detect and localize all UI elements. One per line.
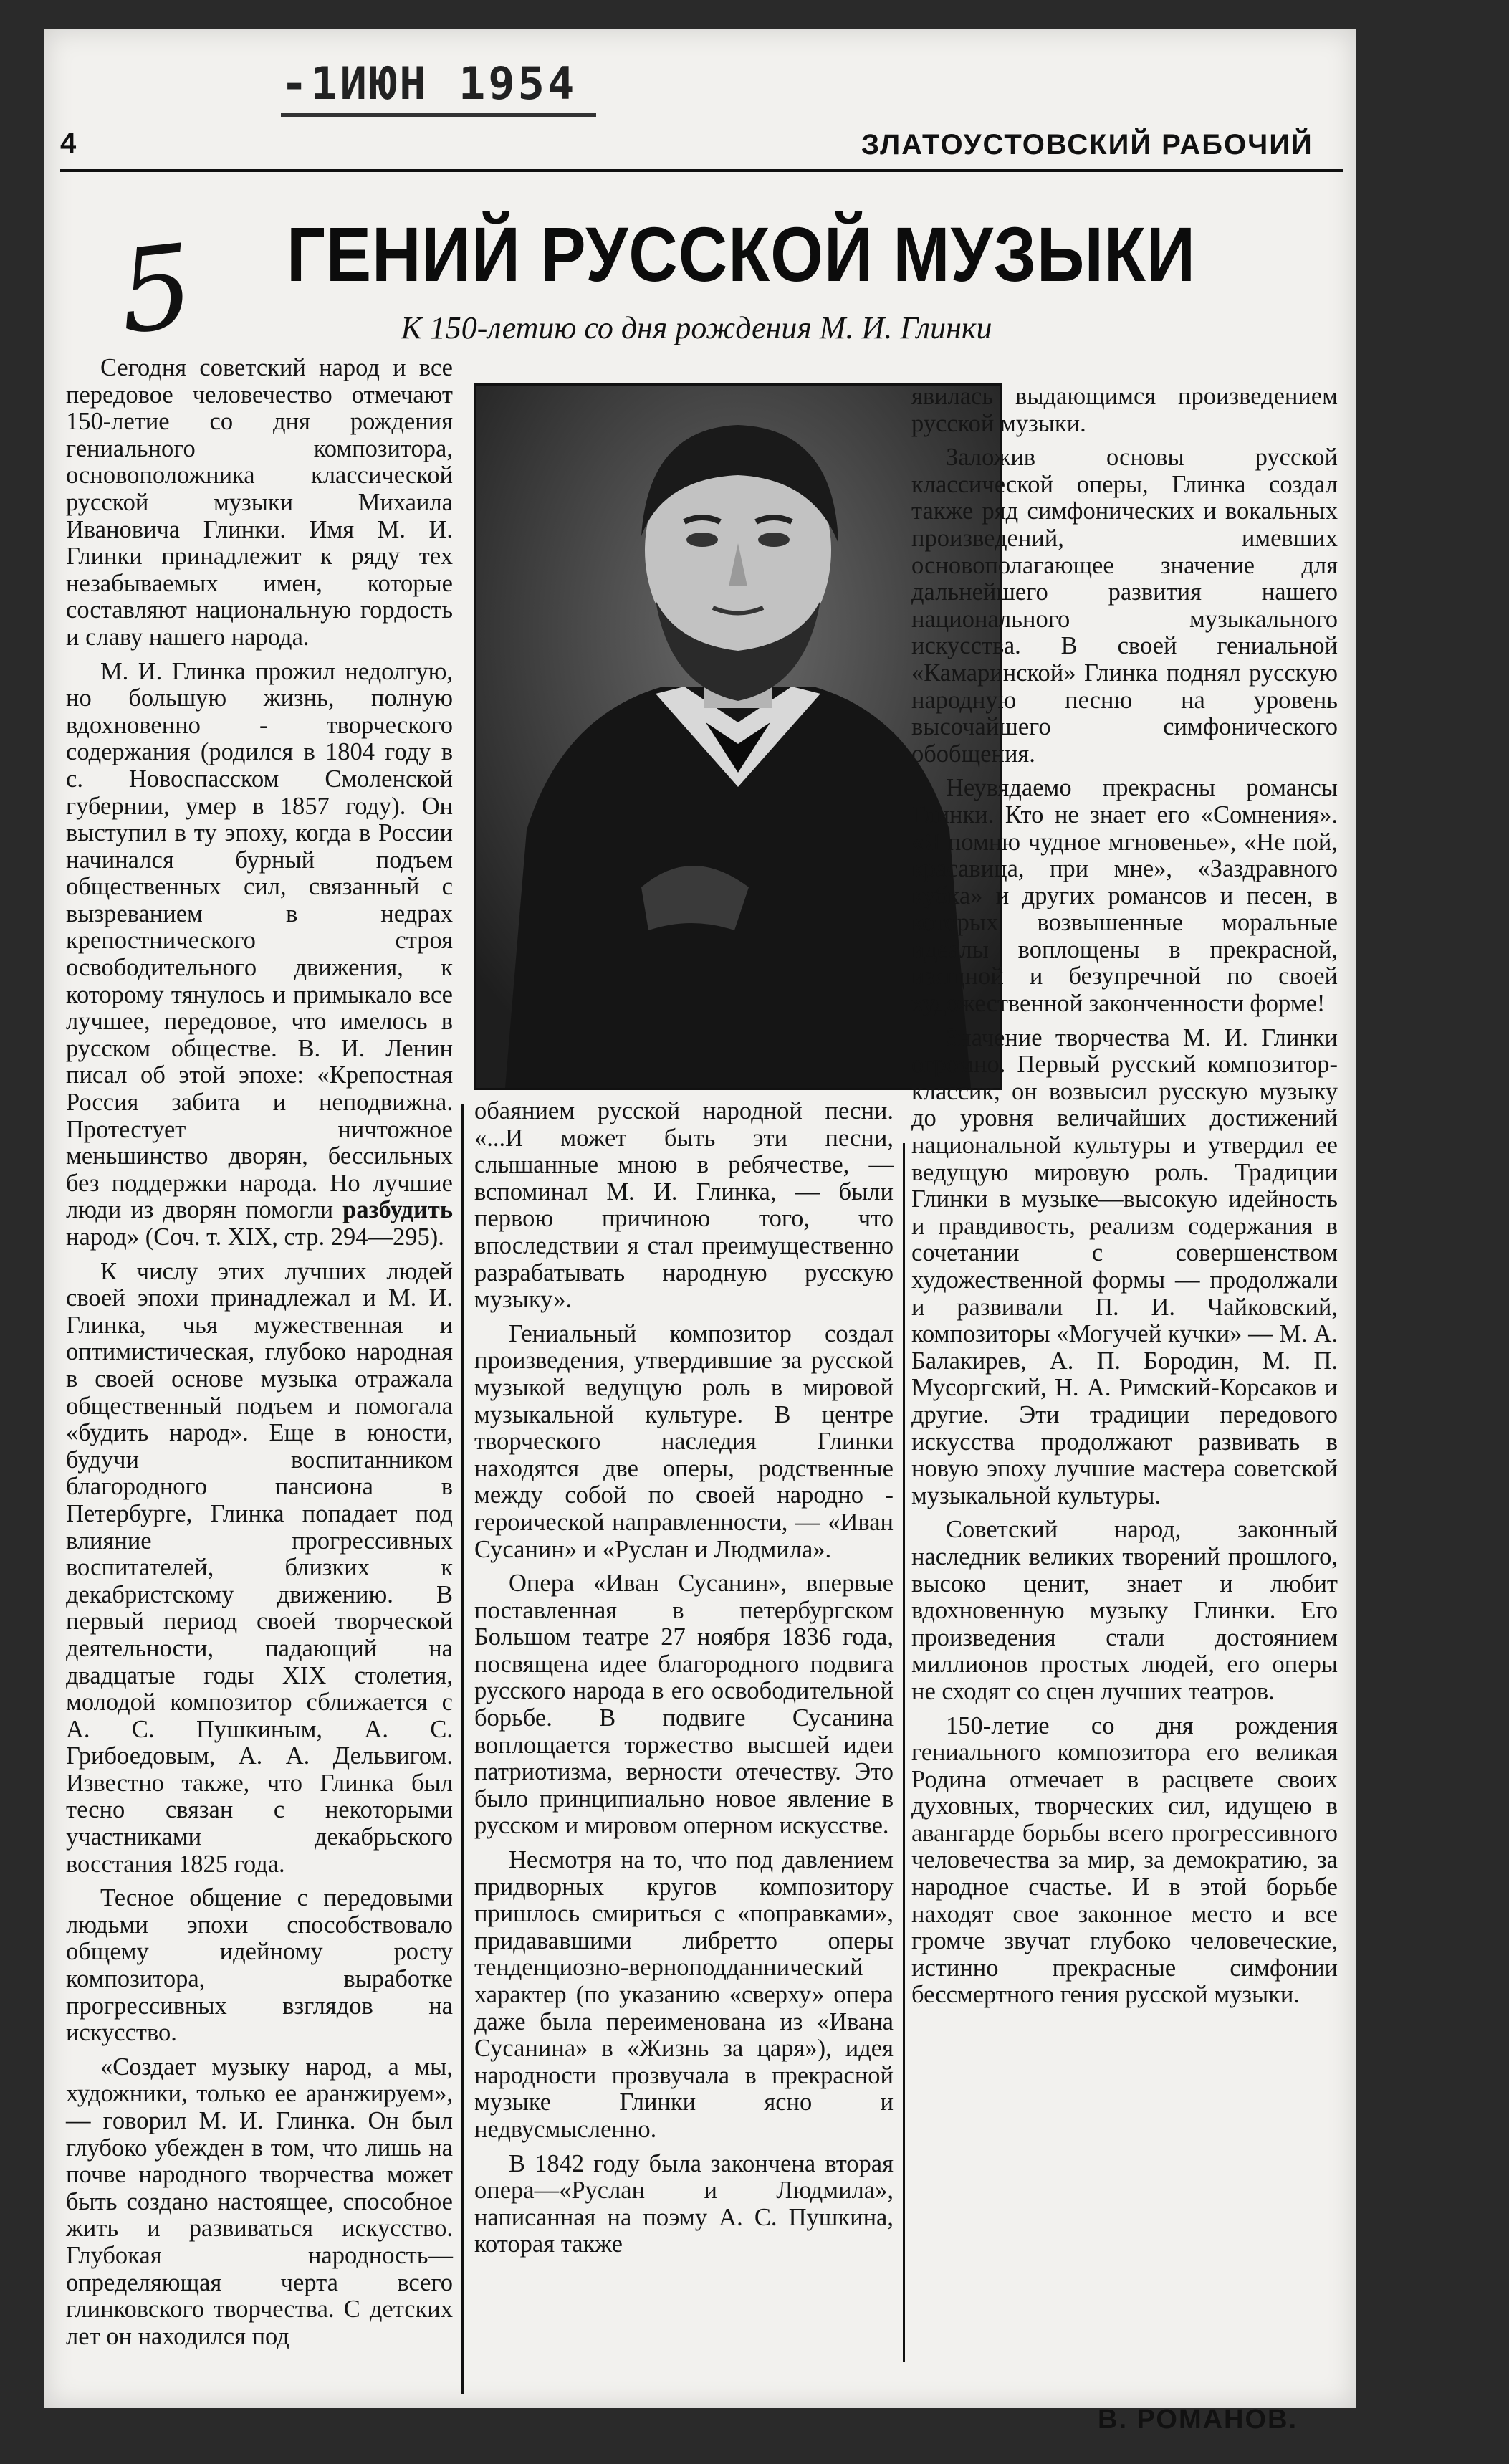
paragraph: Советский народ, законный наследник великих творений прошлого, высоко ценит, знает и любит вдохновенную музыку Глинки. Его произведения стали достоянием миллионов простых людей, его оперы не сходят со сцен лучших театров. [911, 1516, 1338, 1705]
paragraph: «Создает музыку народ, а мы, художники, только ее аранжируем», — говорил М. И. Глинка. Он был глубоко убежден в том, что лишь на почве народного творчества может быть создано настоящее, способное жить и развиваться искусство. Глубокая народность—определяющая черта всего глинковского творчества. С детских лет он находился под [66, 2053, 453, 2350]
column-divider [461, 1104, 464, 2394]
column-2 [474, 1098, 894, 2265]
stamp-underline [281, 113, 596, 117]
paragraph-text: М. И. Глинка прожил недолгую, но большую жизнь, полную вдохновенно - творческого содержания (родился в 1804 году в с. Новоспасском Смоленской губернии, умер в 1857 году). Он выступил в ту эпоху, когда в России начинался бурный подъем общественных сил, связанный с вызреванием в недрах крепостнического строя освободительного движения, к которому тянулось и примыкало все лучшее, передовое, что имелось в русском обществе. В. И. Ленин писал об этой эпохе: «Крепостная Россия забита и неподвижна. Протестует ничтожное меньшинство дворян, бессильных без поддержки народа. Но лучшие люди из дворян помогли [66, 657, 453, 1224]
paragraph: обаянием русской народной песни. «...И может быть эти песни, слышанные мною в ребячестве, — вспоминал М. И. Глинка, — были первою причиною того, что впоследствии я стал преимущественно разрабатывать народную русскую музыку». [474, 1097, 894, 1314]
emphasized-word: разбудить [342, 1196, 454, 1224]
paragraph: Тесное общение с передовыми людьми эпохи способствовало общему идейному росту композитора, выработке прогрессивных взглядов на искусство. [66, 1884, 453, 2047]
paragraph: Несмотря на то, что под давлением придворных кругов композитору пришлось смириться с «поправками», придававшими либретто оперы тенденциозно-верноподданнический характер (по указанию «сверху» опера даже была переименована из «Ивана Сусанина» в «Жизнь за царя»), идея народности прозвучала в прекрасной музыке Глинки ясно и недвусмысленно. [474, 1846, 894, 2143]
paragraph: 150-летие со дня рождения гениального композитора его великая Родина отмечает в расцвете своих духовных, творческих сил, идущею в авангарде борьбы всего прогрессивного человечества за мир, за демократию, за народное счастье. И в этой борьбе находят свое законное место и все громче звучат глубоко человеческие, истинно прекрасные симфонии бессмертного гения русской музыки. [911, 1711, 1338, 2009]
paragraph: Заложив основы русской классической оперы, Глинка создал также ряд симфонических и вокальных произведений, имевших основополагающее значение для дальнейшего развития нашего национального музыкального искусства. В своей гениальной «Камаринской» Глинка поднял русскую народную песню на уровень высочайшего симфонического обобщения. [911, 444, 1338, 768]
paragraph: явилась выдающимся произведением русской музыки. [911, 383, 1338, 437]
date-stamp: -1ИЮН 1954 [281, 57, 578, 110]
column-3 [911, 383, 1338, 2016]
page-number: 4 [60, 128, 77, 159]
paragraph [66, 659, 453, 1251]
paragraph-text: народ» (Соч. т. XIX, стр. 294—295). [66, 1223, 444, 1251]
paragraph: Значение творчества М. И. Глинки огромно. Первый русский композитор-классик, он возвысил русскую музыку до уровня величайших достижений национальной культуры и утвердил ее ведущую мировую роль. Традиции Глинки в музыке—высокую идейность и правдивость, реализм содержания в сочетании с совершенством художественной формы — продолжали и развивали П. И. Чайковский, композиторы «Могучей кучки» — М. А. Балакирев, А. П. Бородин, М. П. Мусоргский, Н. А. Римский-Корсаков и другие. Эти традиции передового искусства продолжают развивать в новую эпоху лучшие мастера советской музыкальной культуры. [911, 1023, 1338, 1509]
paragraph: В 1842 году была закончена вторая опера—«Руслан и Людмила», написанная на поэму А. С. Пушкина, которая также [474, 2149, 894, 2258]
newspaper-name: ЗЛАТОУСТОВСКИЙ РАБОЧИЙ [861, 129, 1313, 161]
masthead-rule [60, 169, 1343, 172]
handwritten-number: 5 [112, 219, 200, 360]
paragraph: Гениальный композитор создал произведения, утвердившие за русской музыкой ведущую роль в мировой музыкальной культуре. В центре творческого наследия Глинки находятся две оперы, родственные между собой по своей народно - героической направленности, — «Иван Сусанин» и «Руслан и Людмила». [474, 1319, 894, 1563]
column-1 [66, 355, 453, 2357]
paragraph: Неувядаемо прекрасны романсы Глинки. Кто не знает его «Сомнения». «Я помню чудное мгновенье», «Не пой, красавица, при мне», «Заздравного кубка» и других романсов и песен, в которых возвышенные моральные идеалы воплощены в прекрасной, изящной и безупречной по своей художественной законченности форме! [911, 774, 1338, 1018]
author-signature: В. РОМАНОВ. [1098, 2405, 1298, 2435]
paragraph: Опера «Иван Сусанин», впервые поставленная в петербургском Большом театре 27 ноября 1836 года, посвящена идее благородного подвига русского народа в его освободительной борьбе. В подвиге Сусанина воплощается торжество высшей идеи патриотизма, верности отечеству. Это было принципиально новое явление в русском и мировом оперном искусстве. [474, 1570, 894, 1840]
column-divider [903, 1143, 905, 2362]
article-title: ГЕНИЙ РУССКОЙ МУЗЫКИ [287, 211, 1196, 297]
paragraph: Сегодня советский народ и все передовое человечество отмечают 150-летие со дня рождения гениального композитора, основоположника классической русской музыки Михаила Ивановича Глинки. Имя М. И. Глинки принадлежит к ряду тех незабываемых имен, которые составляют национальную гордость и славу нашего народа. [66, 354, 453, 651]
paragraph: К числу этих лучших людей своей эпохи принадлежал и М. И. Глинка, чья мужественная и оптимистическая, глубоко народная в своей основе музыка отражала общественный подъем и помогала «будить народ». Еще в юности, будучи воспитанником благородного пансиона в Петербурге, Глинка попадает под влияние прогрессивных воспитателей, близких к декабристскому движению. В первый период своей творческой деятельности, падающий на двадцатые годы XIX столетия, молодой композитор сближается с А. С. Пушкиным, А. С. Грибоедовым, А. А. Дельвигом. Известно также, что Глинка был тесно связан с некоторыми участниками декабрьского восстания 1825 года. [66, 1257, 453, 1878]
article-subtitle: К 150-летию со дня рождения М. И. Глинки [401, 310, 992, 345]
newspaper-page [44, 29, 1356, 2435]
